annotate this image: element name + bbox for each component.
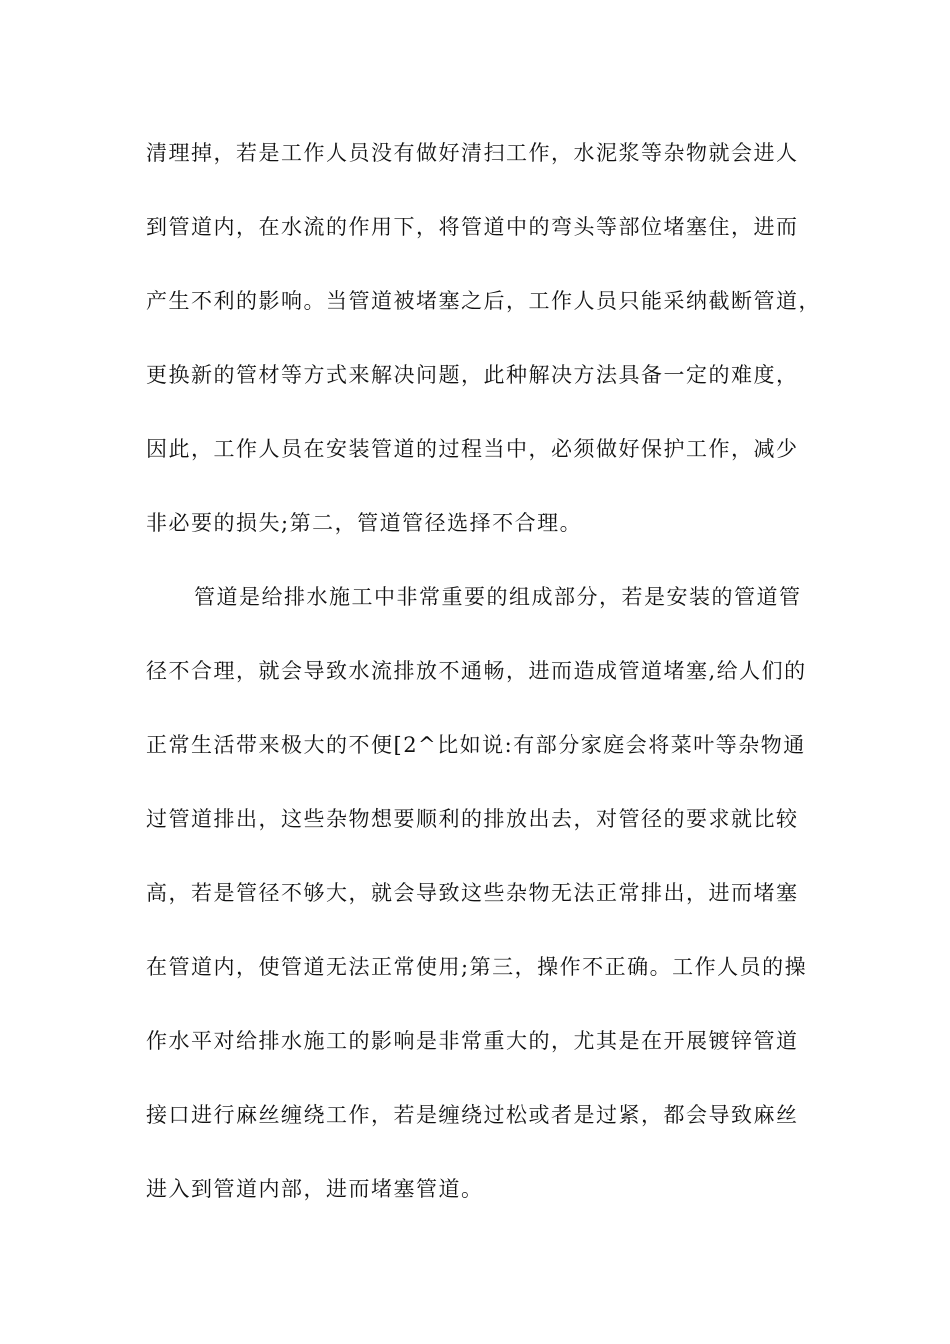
text-line: 径不合理，就会导致水流排放不通畅，进而造成管道堵塞,给人们的	[146, 659, 807, 683]
text-line: 因此，工作人员在安装管道的过程当中，必须做好保护工作，减少	[146, 437, 799, 461]
text-line: 在管道内，使管道无法正常使用;第三，操作不正确。工作人员的操	[146, 955, 808, 979]
text-line: 清理掉，若是工作人员没有做好清扫工作，水泥浆等杂物就会进人	[146, 141, 799, 165]
text-line: 高，若是管径不够大，就会导致这些杂物无法正常排出，进而堵塞	[146, 881, 799, 905]
paragraph-1	[146, 128, 821, 572]
text-line: 更换新的管材等方式来解决问题，此种解决方法具备一定的难度，	[146, 363, 799, 387]
body-text	[146, 128, 821, 1238]
text-line: 非必要的损失;第二，管道管径选择不合理。	[146, 511, 583, 535]
text-line: 产生不利的影响。当管道被堵塞之后，工作人员只能采纳截断管道，	[146, 289, 821, 313]
text-line: 进入到管道内部，进而堵塞管道。	[146, 1177, 484, 1201]
text-line: 作水平对给排水施工的影响是非常重大的，尤其是在开展镀锌管道	[146, 1029, 799, 1053]
text-line: 接口进行麻丝缠绕工作，若是缠绕过松或者是过紧，都会导致麻丝	[146, 1103, 799, 1127]
text-line: 到管道内，在水流的作用下，将管道中的弯头等部位堵塞住，进而	[146, 215, 799, 239]
text-line: 管道是给排水施工中非常重要的组成部分，若是安装的管道管	[194, 585, 802, 609]
paragraph-2	[146, 572, 810, 1238]
text-line: 正常生活带来极大的不便[2^比如说:有部分家庭会将菜叶等杂物通	[146, 733, 806, 757]
text-line: 过管道排出，这些杂物想要顺利的排放出去，对管径的要求就比较	[146, 807, 799, 831]
